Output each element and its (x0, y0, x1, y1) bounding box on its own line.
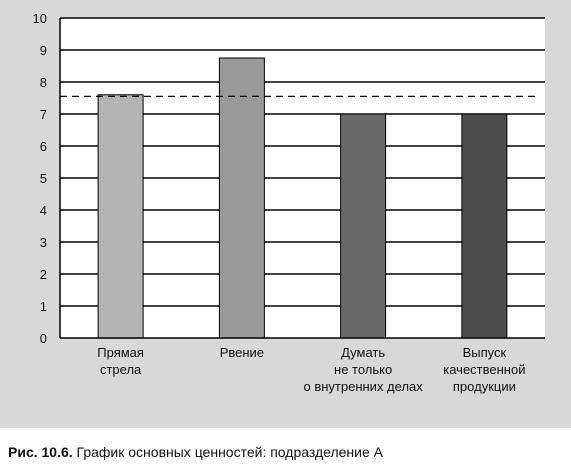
category-labels (97, 345, 525, 394)
y-tick-label: 0 (39, 331, 47, 346)
category-label: Думать не только о внутренних делах (303, 345, 423, 394)
y-tick-label: 9 (39, 43, 47, 58)
figure-caption (8, 444, 383, 460)
y-tick-label: 5 (39, 171, 47, 186)
bar (98, 95, 143, 338)
y-tick-label: 1 (39, 299, 47, 314)
figure-caption-text: График основных ценностей: подразделение А (72, 444, 383, 460)
y-tick-label: 3 (39, 235, 47, 250)
bar (462, 114, 507, 338)
y-tick-label: 7 (39, 107, 47, 122)
category-label: Выпуск качественной продукции (443, 345, 526, 394)
category-label: Рвение (219, 345, 265, 360)
y-tick-labels (33, 11, 47, 346)
y-tick-label: 2 (39, 267, 47, 282)
bar (219, 58, 264, 338)
bar (341, 114, 386, 338)
y-tick-label: 8 (39, 75, 47, 90)
y-tick-label: 6 (39, 139, 47, 154)
category-label: Прямая стрела (97, 345, 144, 377)
y-tick-label: 4 (39, 203, 47, 218)
y-tick-label: 10 (32, 11, 47, 26)
figure-number: Рис. 10.6. (8, 444, 73, 460)
